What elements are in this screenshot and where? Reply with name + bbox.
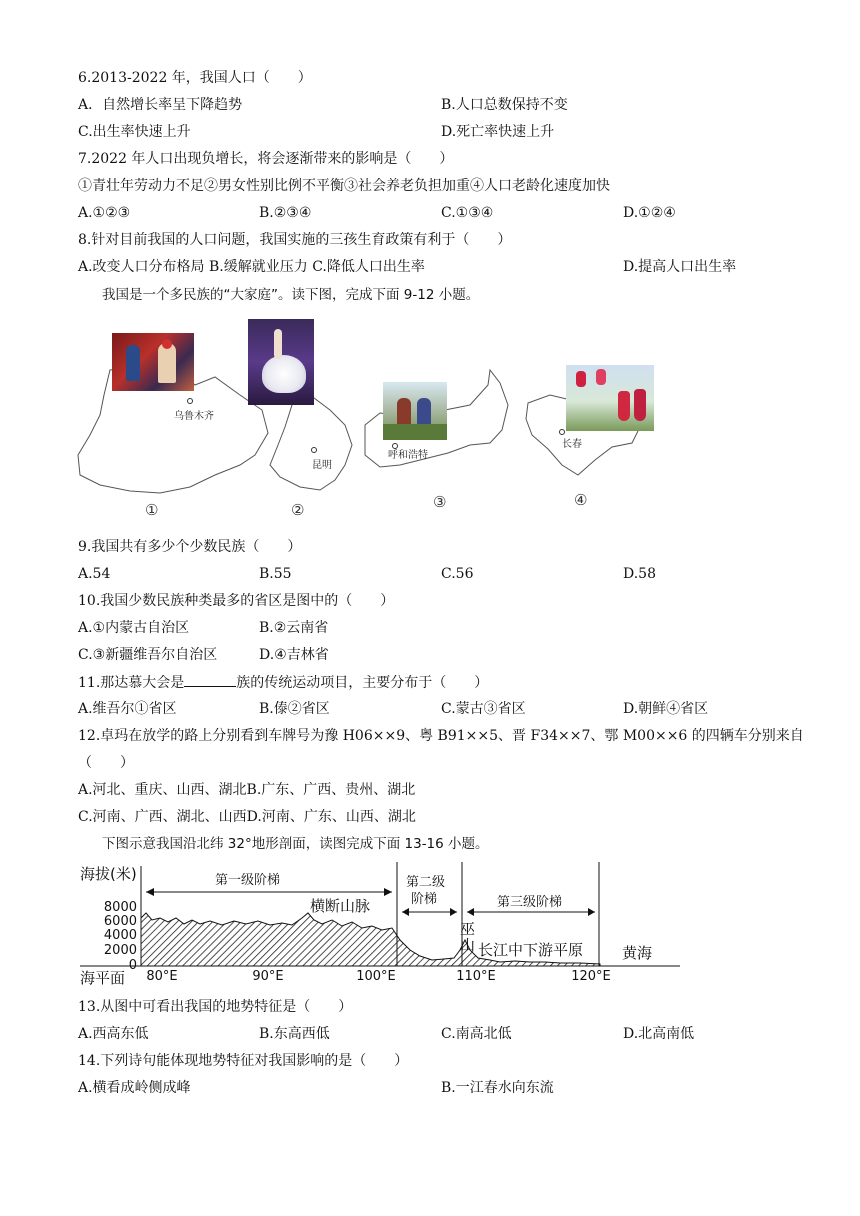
x-tick-80e: 80°E xyxy=(146,969,178,984)
wushan-label-line1: 巫 xyxy=(460,920,476,938)
q6-option-b: B.人口总数保持不变 xyxy=(441,97,568,113)
q11-stem xyxy=(78,672,488,693)
y-tick-6000: 6000 xyxy=(103,914,137,929)
q7-option-d: D.①②④ xyxy=(623,205,676,221)
city-urumqi: 乌鲁木齐 xyxy=(174,411,214,422)
hengduan-label: 横断山脉 xyxy=(310,897,371,915)
q10-option-d: D.④吉林省 xyxy=(259,647,329,663)
q11-option-a: A.维吾尔①省区 xyxy=(78,701,177,717)
q13-option-d: D.北高南低 xyxy=(623,1026,695,1042)
q11-option-b: B.傣②省区 xyxy=(259,701,330,717)
step-1-label: 第一级阶梯 xyxy=(215,873,281,888)
q10-option-c: C.③新疆维吾尔自治区 xyxy=(78,647,218,663)
q13-option-c: C.南高北低 xyxy=(441,1026,512,1042)
q11-stem-before: 11.那达慕大会是 xyxy=(78,675,185,691)
province-outline-2 xyxy=(270,395,352,490)
q14-option-b: B.一江春水向东流 xyxy=(441,1080,554,1096)
q12-options-ab: A.河北、重庆、山西、湖北B.广东、广西、贵州、湖北 xyxy=(78,782,416,798)
q13-stem: 13.从图中可看出我国的地势特征是（ ） xyxy=(78,999,353,1015)
city-changchun: 长春 xyxy=(562,439,582,450)
q11-option-d: D.朝鲜④省区 xyxy=(623,701,709,717)
q9-option-c: C.56 xyxy=(441,566,474,582)
step-3-label: 第三级阶梯 xyxy=(497,895,563,910)
x-tick-90e: 90°E xyxy=(252,969,284,984)
q7-option-a: A.①②③ xyxy=(78,205,131,221)
q7-option-b: B.②③④ xyxy=(259,205,312,221)
q6-stem: 6.2013-2022 年，我国人口（ ） xyxy=(78,70,312,86)
q6-option-a: A．自然增长率呈下降趋势 xyxy=(78,97,243,113)
map-label-4: ④ xyxy=(574,491,588,509)
q7-items: ①青壮年劳动力不足②男女性别比例不平衡③社会养老负担加重④人口老龄化速度加快 xyxy=(78,178,610,194)
q9-option-a: A.54 xyxy=(78,566,111,582)
q8-stem: 8.针对目前我国的人口问题，我国实施的三孩生育政策有利于（ ） xyxy=(78,232,512,248)
q13-option-a: A.西高东低 xyxy=(78,1026,149,1042)
uyghur-dance-photo xyxy=(112,333,194,391)
q9-option-b: B.55 xyxy=(259,566,292,582)
step-2-label-line1: 第二级 xyxy=(406,875,446,890)
q14-stem: 14.下列诗句能体现地势特征对我国影响的是（ ） xyxy=(78,1053,409,1069)
x-tick-100e: 100°E xyxy=(356,969,396,984)
intro-13-16: 下图示意我国沿北纬 32°地形剖面，读图完成下面 13-16 小题。 xyxy=(102,836,489,852)
terrain-profile-figure xyxy=(0,858,860,988)
q7-stem: 7.2022 年人口出现负增长，将会逐渐带来的影响是（ ） xyxy=(78,151,454,167)
q6-option-c: C.出生率快速上升 xyxy=(78,124,191,140)
ethnic-map-figure xyxy=(0,315,860,530)
q12-stem: 12.卓玛在放学的路上分别看到车牌号为豫 H06××9、粤 B91××5、晋 F34××7、鄂 M00××6 的四辆车分别来自 xyxy=(78,728,804,744)
q10-stem: 10.我国少数民族种类最多的省区是图中的（ ） xyxy=(78,593,395,609)
map-label-3: ③ xyxy=(433,493,447,511)
y-tick-4000: 4000 xyxy=(103,928,137,943)
q14-option-a: A.横看成岭侧成峰 xyxy=(78,1080,191,1096)
sea-level-label: 海平面 xyxy=(80,969,126,987)
sea-label: 黄海 xyxy=(622,944,653,962)
city-hohhot: 呼和浩特 xyxy=(388,450,428,461)
q6-option-d: D.死亡率快速上升 xyxy=(441,124,555,140)
korean-swing-photo xyxy=(566,365,654,431)
x-tick-110e: 110°E xyxy=(456,969,496,984)
mongolian-wrestling-photo xyxy=(383,382,447,440)
q8-options-abc: A.改变人口分布格局 B.缓解就业压力 C.降低人口出生率 xyxy=(78,259,425,275)
y-tick-2000: 2000 xyxy=(103,943,137,958)
q13-option-b: B.东高西低 xyxy=(259,1026,330,1042)
peacock-dance-photo xyxy=(248,319,314,405)
q10-option-b: B.②云南省 xyxy=(259,620,329,636)
intro-9-12: 我国是一个多民族的“大家庭”。读下图，完成下面 9-12 小题。 xyxy=(102,287,480,303)
map-label-1: ① xyxy=(145,501,159,519)
q7-option-c: C.①③④ xyxy=(441,205,494,221)
q12-options-cd: C.河南、广西、湖北、山西D.河南、广东、山西、湖北 xyxy=(78,809,416,825)
q11-stem-after: 族的传统运动项目，主要分布于（ ） xyxy=(236,675,489,691)
q11-blank xyxy=(184,672,236,687)
y-axis-title: 海拔(米) xyxy=(80,865,137,883)
q9-option-d: D.58 xyxy=(623,566,656,582)
map-label-2: ② xyxy=(291,501,305,519)
q10-option-a: A.①内蒙古自治区 xyxy=(78,620,190,636)
plain-label: 长江中下游平原 xyxy=(478,941,584,959)
y-tick-8000: 8000 xyxy=(103,900,137,915)
q11-option-c: C.蒙古③省区 xyxy=(441,701,526,717)
q12-stem-end: （ ） xyxy=(78,755,134,771)
city-kunming: 昆明 xyxy=(312,460,332,471)
y-tick-0: 0 xyxy=(128,958,137,973)
q8-option-d: D.提高人口出生率 xyxy=(623,259,737,275)
x-tick-120e: 120°E xyxy=(571,969,611,984)
wushan-label-line2: 山 xyxy=(460,936,476,954)
step-2-label-line2: 阶梯 xyxy=(411,892,438,907)
q9-stem: 9.我国共有多少个少数民族（ ） xyxy=(78,539,302,555)
